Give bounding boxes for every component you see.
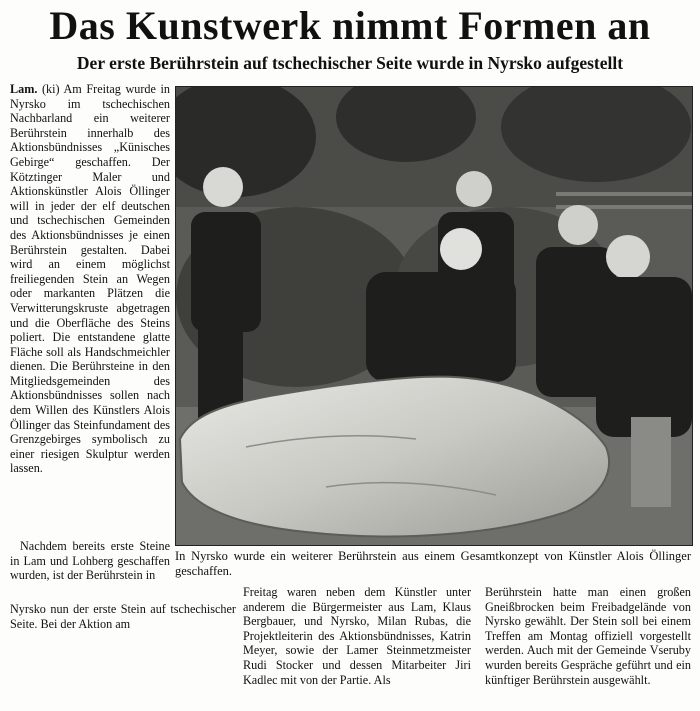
headline: Das Kunstwerk nimmt Formen an [49, 3, 651, 48]
photo-caption: In Nyrsko wurde ein weiterer Berührstein aus einem Gesamtkonzept von Künstler Alois Öllinger geschaffen. [175, 549, 691, 578]
boulder-shape [180, 377, 609, 537]
dateline: Lam. [10, 82, 38, 96]
lead-text: (ki) Am Freitag wurde in Nyrsko im tschechischen Nachbarland ein weiterer Berührstein innerhalb des Aktionsbündnisses „Künisches Gebirge“ geschaffen. Der Kötztinger Maler und Aktionskünstler Alois Öllinger will in jeder der elf deutschen und tschechischen Gemeinden des Aktionsbündnisses je einen Berührstein gestalten. Dabei wird an einem möglichst freiliegenden Stein an Wegen oder markanten Plätzen die Verwitterungskruste abgetragen und die Oberfläche des Steins poliert. Die entstandene glatte Fläche soll als Handschmeichler dienen. Die Berührsteine in den Mitgliedsgemeinden des Aktionsbündnisses sollen nach dem Willen des Künstlers Alois Öllinger das Steinfundament des Grenzgebirges symbolisch zu einer riesigen Skulptur werden lassen. [10, 82, 170, 476]
paragraph-2-start: Nachdem bereits erste Steine in Lam und Lohberg geschaffen wurden, ist der Berührstein in [10, 539, 170, 583]
column-3-text: Berührstein hatte man einen großen Gneißbrocken beim Freibadgelände von Nyrsko gewählt. Der Stein soll bei einem Treffen am Montag offiziell vorgestellt werden. Auch mit der Gemeinde Vseruby wurden bereits Gespräche geführt und ein künftiger Berührstein ausgewählt. [485, 585, 691, 687]
paragraph-2-end: Nyrsko nun der erste Stein auf tschechischer Seite. Bei der Aktion am [10, 602, 236, 631]
article-wide-line [10, 602, 236, 631]
lead-paragraph [10, 82, 170, 476]
subheadline: Der erste Berührstein auf tschechischer Seite wurde in Nyrsko aufgestellt [76, 53, 624, 73]
article-column-2 [243, 585, 471, 687]
article-column-3 [485, 585, 691, 687]
article-photo [175, 86, 693, 546]
column-2-text: Freitag waren neben dem Künstler unter anderem die Bürgermeister aus Lam, Klaus Bergbauer, und Nyrsko, Milan Rubas, die Projektleiterin des Aktionsbündnisses, Katrin Meyer, sowie der Lamer Steinmetzmeister Rudi Stocker und dessen Mitarbeiter Jiri Kadlec mit von der Partie. Als [243, 585, 471, 687]
article-column-1 [10, 82, 170, 476]
article-column-1-continued [10, 539, 170, 583]
photo-illustration [176, 87, 692, 545]
